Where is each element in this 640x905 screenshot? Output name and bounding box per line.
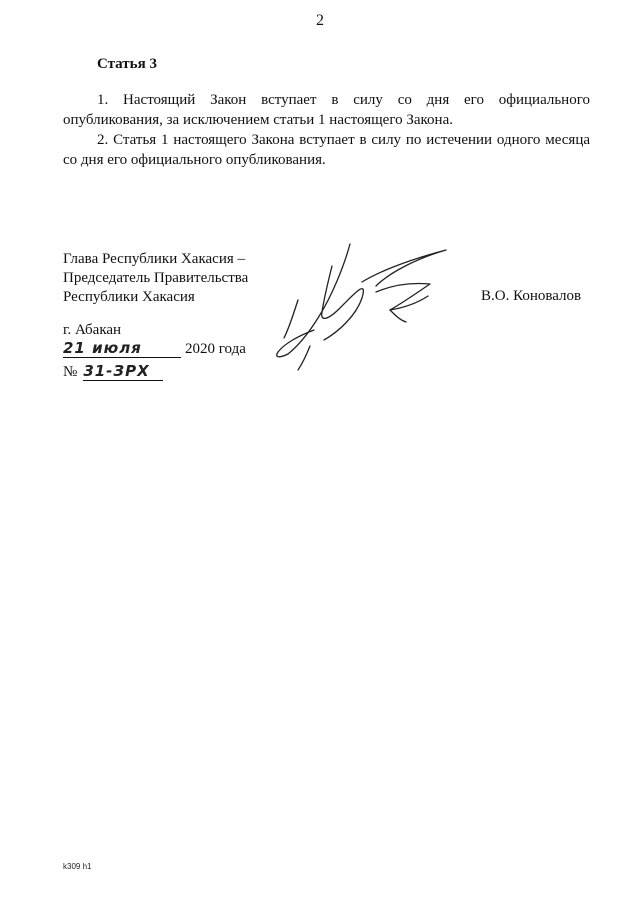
article-body <box>63 90 590 170</box>
signatory-position-line-3: Республики Хакасия <box>63 289 195 305</box>
date-year: 2020 года <box>185 341 246 357</box>
law-number-line <box>63 362 163 381</box>
signatory-name: В.О. Коновалов <box>481 288 582 304</box>
handwritten-signature <box>258 236 458 376</box>
footer-code: k309 h1 <box>63 862 92 871</box>
article-title: Статья 3 <box>97 56 157 72</box>
article-paragraph-2: 2. Статья 1 настоящего Закона вступает в силу по истечении одного месяца со дня его официального опубликования. <box>63 132 590 168</box>
signatory-position-line-2: Председатель Правительства <box>63 270 249 286</box>
article-paragraph-1: 1. Настоящий Закон вступает в силу со дня его официального опубликования, за исключением статьи 1 настоящего Закона. <box>63 92 590 128</box>
page-number: 2 <box>316 12 324 29</box>
signatory-position <box>63 250 248 307</box>
signatory-position-line-1: Глава Республики Хакасия – <box>63 251 246 267</box>
place-of-signing: г. Абакан <box>63 322 122 338</box>
law-number-prefix: № <box>63 364 78 380</box>
handwritten-law-number: 31-ЗРХ <box>83 362 163 381</box>
handwritten-date: 21 июля <box>63 339 181 358</box>
date-line <box>63 339 246 358</box>
